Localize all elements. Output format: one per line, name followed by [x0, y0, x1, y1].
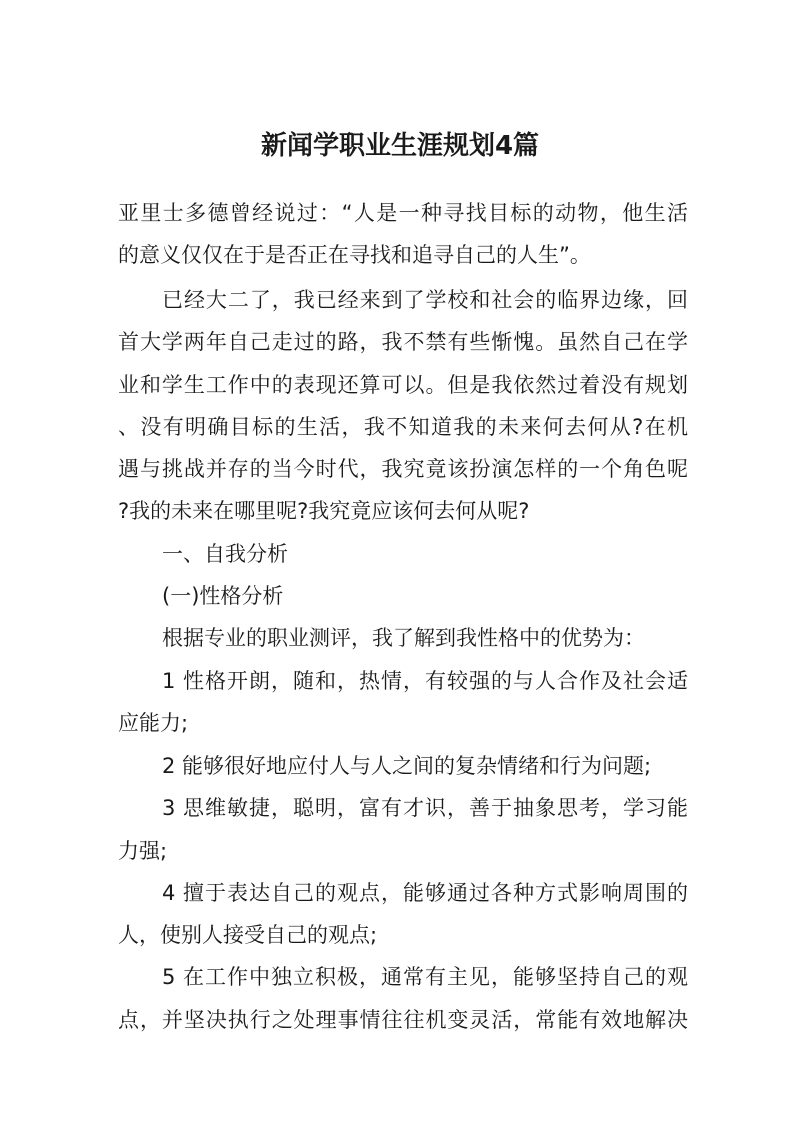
subsection-heading: (一)性格分析: [162, 584, 284, 608]
paragraph-line: 遇与挑战并存的当今时代，我究竟该扮演怎样的一个角色呢: [118, 457, 688, 481]
paragraph-line: 已经大二了，我已经来到了学校和社会的临界边缘，回: [162, 288, 688, 312]
paragraph-line: 业和学生工作中的表现还算可以。但是我依然过着没有规划: [118, 373, 688, 397]
list-item-line: 4 擅于表达自己的观点，能够通过各种方式影响周围的: [162, 881, 688, 905]
list-item-line: 1 性格开朗，随和，热情，有较强的与人合作及社会适: [162, 669, 688, 693]
paragraph-line: ?我的未来在哪里呢?我究竟应该何去何从呢?: [118, 499, 530, 523]
list-item-line: 点，并坚决执行之处理事情往往机变灵活，常能有效地解决: [118, 1008, 688, 1032]
list-item-line: 3 思维敏捷，聪明，富有才识，善于抽象思考，学习能: [162, 796, 688, 820]
paragraph-line: 、没有明确目标的生活，我不知道我的未来何去何从?在机: [118, 415, 688, 439]
list-item-line: 应能力;: [118, 711, 189, 735]
paragraph-line: 根据专业的职业测评，我了解到我性格中的优势为：: [162, 626, 645, 650]
list-item-line: 5 在工作中独立积极，通常有主见，能够坚持自己的观: [162, 965, 688, 989]
list-item-line: 2 能够很好地应付人与人之间的复杂情绪和行为问题;: [162, 754, 652, 778]
paragraph-line: 的意义仅仅在于是否正在寻找和追寻自己的人生”。: [118, 243, 591, 267]
paragraph-line: 首大学两年自己走过的路，我不禁有些惭愧。虽然自己在学: [118, 330, 688, 354]
document-title: 新闻学职业生涯规划4篇: [260, 131, 540, 161]
paragraph-line: 亚里士多德曾经说过：“人是一种寻找目标的动物，他生活: [118, 201, 688, 225]
list-item-line: 力强;: [118, 839, 168, 863]
section-heading: 一、自我分析: [162, 542, 288, 566]
list-item-line: 人，使别人接受自己的观点;: [118, 923, 378, 947]
